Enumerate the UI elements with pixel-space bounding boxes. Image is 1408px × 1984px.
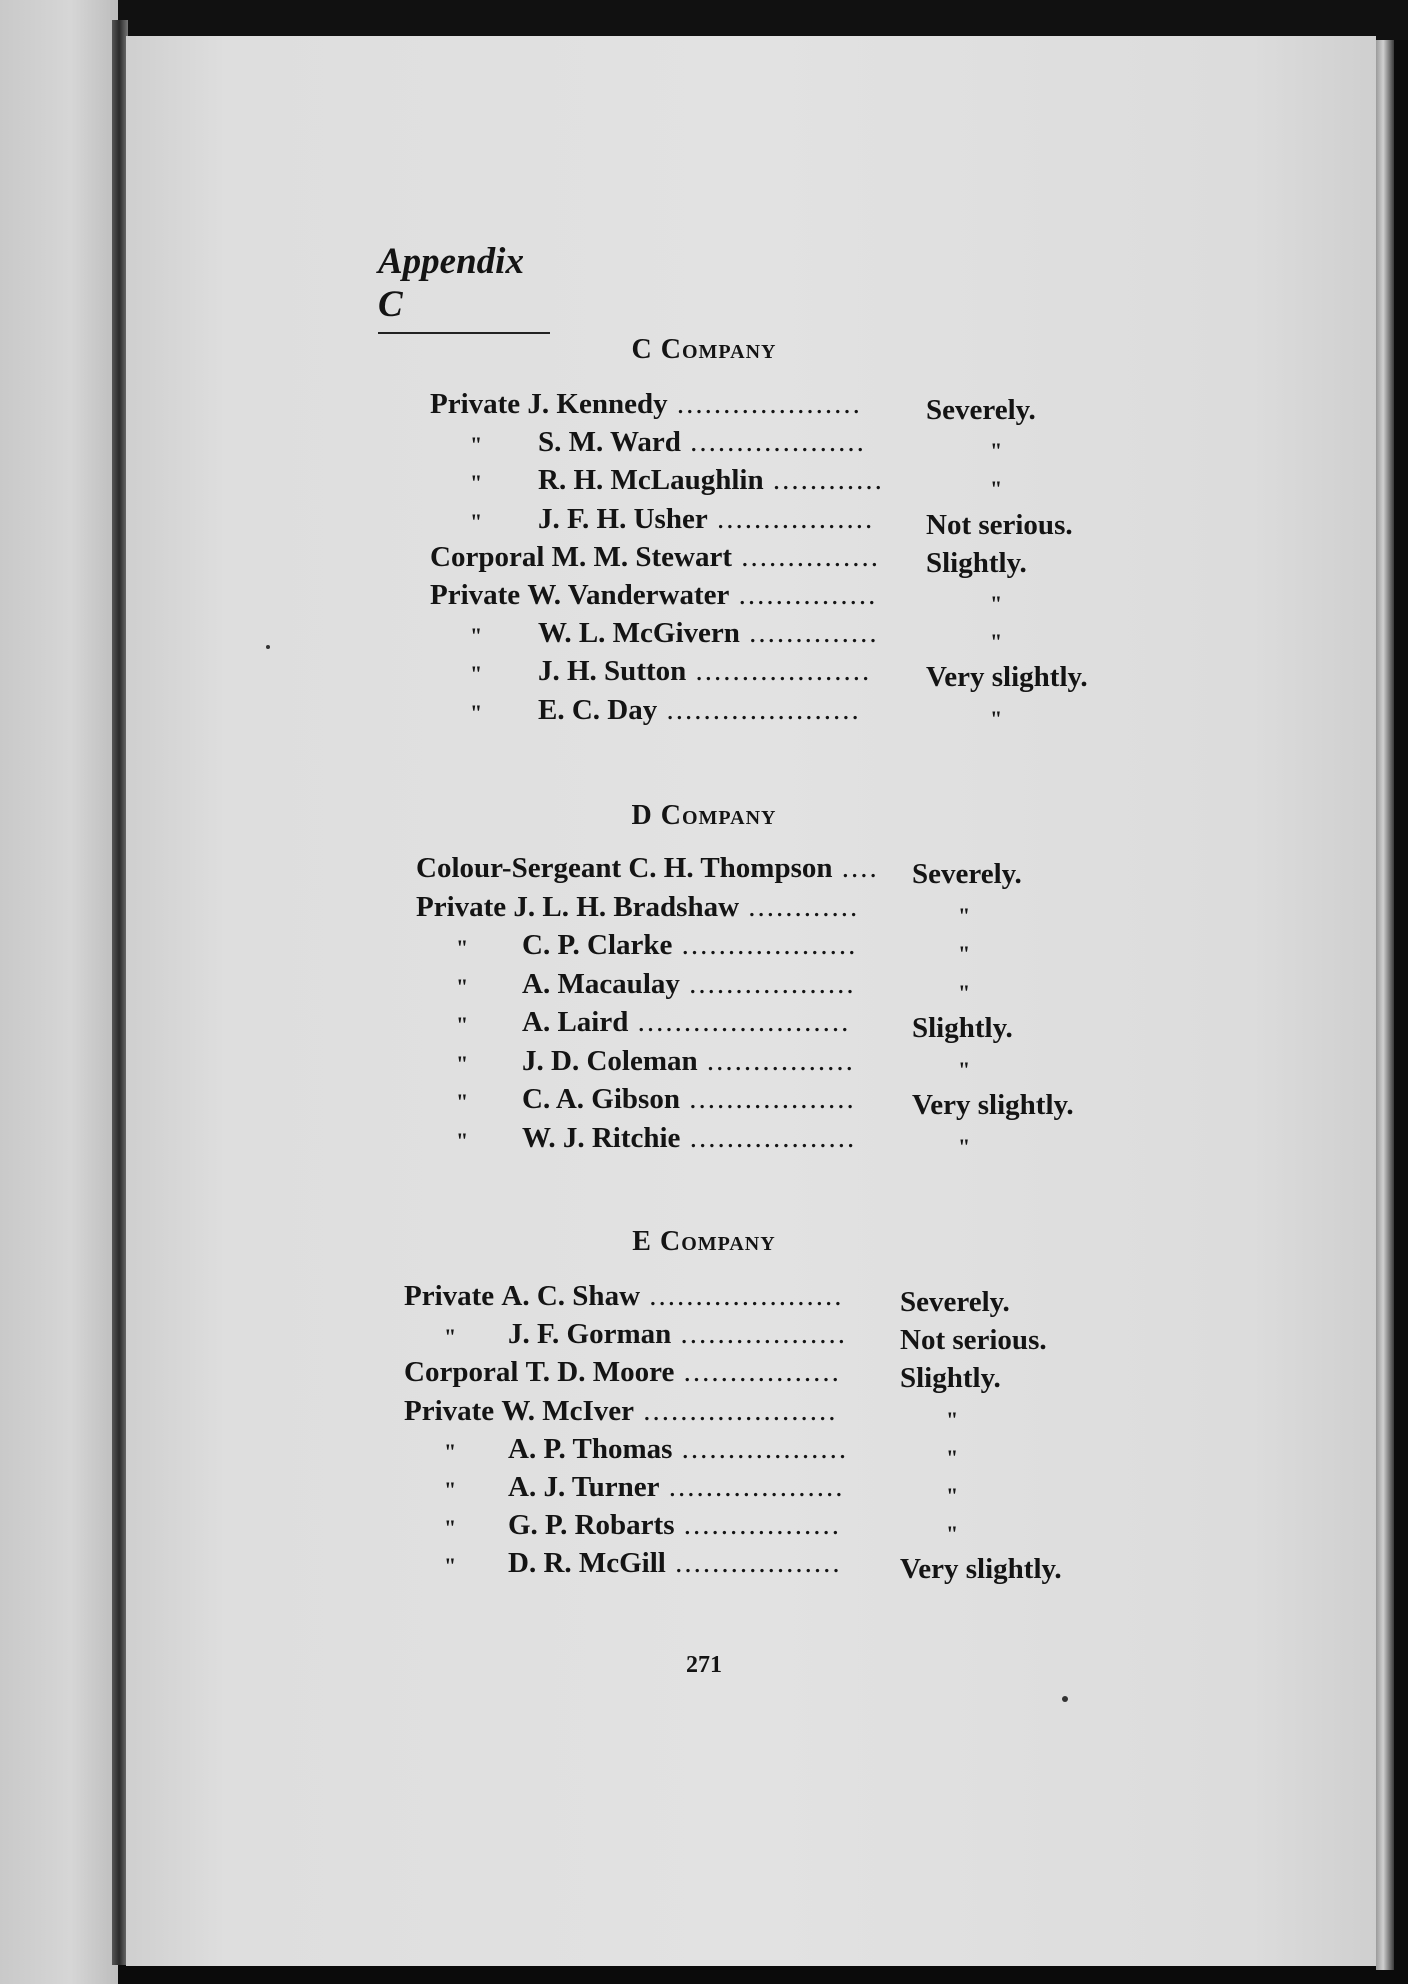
wound-severity: Slightly. bbox=[926, 546, 1027, 579]
wound-severity: Very slightly. bbox=[912, 1089, 1074, 1121]
soldier-name: A. P. Thomas .................. bbox=[508, 1432, 849, 1465]
dot-leader: ................. bbox=[707, 502, 875, 535]
wound-severity: Severely. bbox=[926, 394, 1036, 426]
casualty-row bbox=[404, 1509, 1104, 1545]
casualty-row bbox=[430, 388, 1130, 424]
dot-leader: .............. bbox=[739, 617, 879, 650]
dot-leader: .................. bbox=[665, 1547, 842, 1580]
ditto-mark: " bbox=[456, 973, 469, 999]
ditto-mark: " bbox=[946, 1521, 959, 1547]
soldier-name: S. M. Ward ................... bbox=[538, 426, 866, 459]
ditto-mark: " bbox=[990, 476, 1003, 502]
casualty-row bbox=[430, 694, 1130, 730]
company-title: E Company bbox=[632, 1226, 776, 1257]
ditto-mark: " bbox=[444, 1553, 457, 1579]
soldier-name: R. H. McLaughlin ............ bbox=[538, 464, 884, 497]
dot-leader: ................ bbox=[697, 1044, 855, 1077]
company-title: C Company bbox=[631, 334, 777, 365]
rank-label: Corporal bbox=[404, 1356, 519, 1389]
ditto-mark: " bbox=[444, 1477, 457, 1502]
casualty-row bbox=[430, 579, 1130, 615]
wound-severity: Not serious. bbox=[900, 1324, 1047, 1357]
dot-leader: ............ bbox=[763, 464, 884, 497]
casualty-row bbox=[430, 464, 1130, 500]
soldier-name: W. McIver ..................... bbox=[501, 1394, 838, 1427]
ditto-mark: " bbox=[456, 1127, 469, 1153]
soldier-name: C. H. Thompson .... bbox=[628, 852, 879, 884]
casualty-row bbox=[416, 1045, 1116, 1081]
ditto-mark: " bbox=[958, 902, 971, 928]
wound-severity: Severely. bbox=[900, 1286, 1010, 1318]
company-title: D Company bbox=[631, 800, 777, 831]
soldier-name: M. M. Stewart ............... bbox=[551, 540, 880, 573]
dot-leader: ............... bbox=[731, 540, 880, 573]
soldier-name: E. C. Day ..................... bbox=[538, 693, 861, 726]
dot-leader: ....................... bbox=[628, 1006, 851, 1038]
ditto-mark: " bbox=[958, 1133, 971, 1159]
ink-speck bbox=[1062, 1696, 1068, 1702]
dot-leader: .................. bbox=[679, 1083, 856, 1115]
casualty-row bbox=[416, 1122, 1116, 1158]
soldier-name: J. Kennedy .................... bbox=[527, 388, 862, 420]
soldier-name: J. D. Coleman ................ bbox=[522, 1044, 855, 1077]
scan-top-border bbox=[0, 0, 1408, 40]
ditto-mark: " bbox=[990, 629, 1003, 655]
dot-leader: .................. bbox=[671, 1318, 848, 1351]
ditto-mark: " bbox=[958, 1056, 971, 1082]
ditto-mark: " bbox=[990, 591, 1003, 616]
soldier-name: A. J. Turner ................... bbox=[508, 1471, 845, 1503]
casualty-row bbox=[416, 1006, 1116, 1042]
ditto-mark: " bbox=[456, 935, 469, 960]
casualty-row bbox=[404, 1356, 1104, 1395]
ditto-mark: " bbox=[470, 508, 483, 534]
rank-label: Private bbox=[404, 1394, 495, 1427]
ink-speck bbox=[266, 645, 270, 649]
soldier-name: W. J. Ritchie .................. bbox=[522, 1121, 857, 1154]
casualty-row bbox=[416, 891, 1116, 927]
dot-leader: ..................... bbox=[634, 1394, 838, 1427]
casualty-row bbox=[416, 1083, 1116, 1119]
soldier-name: C. A. Gibson .................. bbox=[522, 1083, 856, 1115]
ditto-mark: " bbox=[470, 432, 483, 458]
dot-leader: .... bbox=[832, 852, 879, 884]
page-number: 271 bbox=[686, 1652, 722, 1678]
dot-leader: .................... bbox=[667, 388, 862, 420]
dot-leader: .................. bbox=[680, 1121, 857, 1154]
ditto-mark: " bbox=[990, 705, 1003, 731]
wound-severity: Very slightly. bbox=[926, 661, 1088, 694]
ditto-mark: " bbox=[456, 1089, 469, 1114]
ditto-mark: " bbox=[470, 623, 483, 649]
ditto-mark: " bbox=[470, 699, 483, 725]
rank-label: Private bbox=[404, 1280, 495, 1312]
soldier-name: T. D. Moore ................. bbox=[525, 1356, 841, 1389]
soldier-name: J. F. Gorman .................. bbox=[508, 1318, 848, 1351]
dot-leader: ................... bbox=[680, 426, 866, 459]
dot-leader: ............... bbox=[729, 579, 878, 611]
rank-label: Private bbox=[430, 388, 521, 420]
ditto-mark: " bbox=[990, 438, 1003, 464]
ditto-mark: " bbox=[958, 979, 971, 1005]
casualty-row bbox=[430, 541, 1130, 577]
appendix-heading: Appendix C bbox=[378, 240, 550, 334]
dot-leader: ................. bbox=[674, 1509, 841, 1542]
wound-severity: Severely. bbox=[912, 858, 1022, 890]
ditto-mark: " bbox=[444, 1515, 457, 1541]
dot-leader: ............ bbox=[739, 890, 860, 923]
soldier-name: W. L. McGivern .............. bbox=[538, 617, 879, 650]
dot-leader: ................... bbox=[672, 929, 858, 961]
casualty-row bbox=[430, 503, 1130, 539]
soldier-name: J. H. Sutton ................... bbox=[538, 655, 872, 688]
ditto-mark: " bbox=[456, 1012, 469, 1037]
wound-severity: Slightly. bbox=[912, 1012, 1013, 1044]
rank-label: Colour-Sergeant bbox=[416, 852, 622, 884]
soldier-name: J. L. H. Bradshaw ............ bbox=[513, 890, 860, 923]
casualty-row bbox=[430, 426, 1130, 462]
dot-leader: ................. bbox=[674, 1356, 841, 1389]
wound-severity: Slightly. bbox=[900, 1362, 1001, 1395]
casualty-row bbox=[404, 1471, 1104, 1507]
dot-leader: ..................... bbox=[657, 693, 861, 726]
page-right-edge bbox=[1376, 40, 1394, 1970]
casualty-row bbox=[430, 617, 1130, 653]
casualty-row bbox=[404, 1395, 1104, 1431]
dot-leader: .................. bbox=[679, 967, 856, 1000]
dot-leader: ................... bbox=[659, 1471, 845, 1503]
ditto-mark: " bbox=[946, 1483, 959, 1508]
soldier-name: A. Macaulay .................. bbox=[522, 967, 856, 1000]
casualty-row bbox=[404, 1547, 1104, 1586]
ditto-mark: " bbox=[470, 661, 483, 687]
rank-label: Private bbox=[416, 890, 507, 923]
facing-page-edge bbox=[0, 0, 118, 1984]
casualty-row bbox=[404, 1433, 1104, 1469]
ditto-mark: " bbox=[470, 470, 483, 496]
rank-label: Private bbox=[430, 579, 521, 611]
wound-severity: Very slightly. bbox=[900, 1553, 1062, 1586]
casualty-row bbox=[430, 655, 1130, 694]
ditto-mark: " bbox=[958, 941, 971, 966]
ditto-mark: " bbox=[444, 1438, 457, 1464]
soldier-name: D. R. McGill .................. bbox=[508, 1547, 842, 1580]
soldier-name: A. C. Shaw ..................... bbox=[501, 1280, 844, 1312]
soldier-name: G. P. Robarts ................. bbox=[508, 1509, 841, 1542]
wound-severity: Not serious. bbox=[926, 508, 1073, 541]
ditto-mark: " bbox=[946, 1406, 959, 1432]
ditto-mark: " bbox=[456, 1050, 469, 1076]
soldier-name: C. P. Clarke ................... bbox=[522, 929, 858, 961]
casualty-row bbox=[416, 852, 1116, 888]
ditto-mark: " bbox=[444, 1324, 457, 1350]
casualty-row bbox=[404, 1318, 1104, 1357]
rank-label: Corporal bbox=[430, 540, 545, 573]
dot-leader: ................... bbox=[686, 655, 872, 688]
soldier-name: W. Vanderwater ............... bbox=[527, 579, 878, 611]
casualty-row bbox=[404, 1280, 1104, 1316]
soldier-name: A. Laird ....................... bbox=[522, 1006, 851, 1038]
dot-leader: ..................... bbox=[640, 1280, 844, 1312]
dot-leader: .................. bbox=[672, 1432, 849, 1465]
casualty-row bbox=[416, 968, 1116, 1004]
soldier-name: J. F. H. Usher ................. bbox=[538, 502, 875, 535]
casualty-row bbox=[416, 929, 1116, 965]
ditto-mark: " bbox=[946, 1444, 959, 1470]
